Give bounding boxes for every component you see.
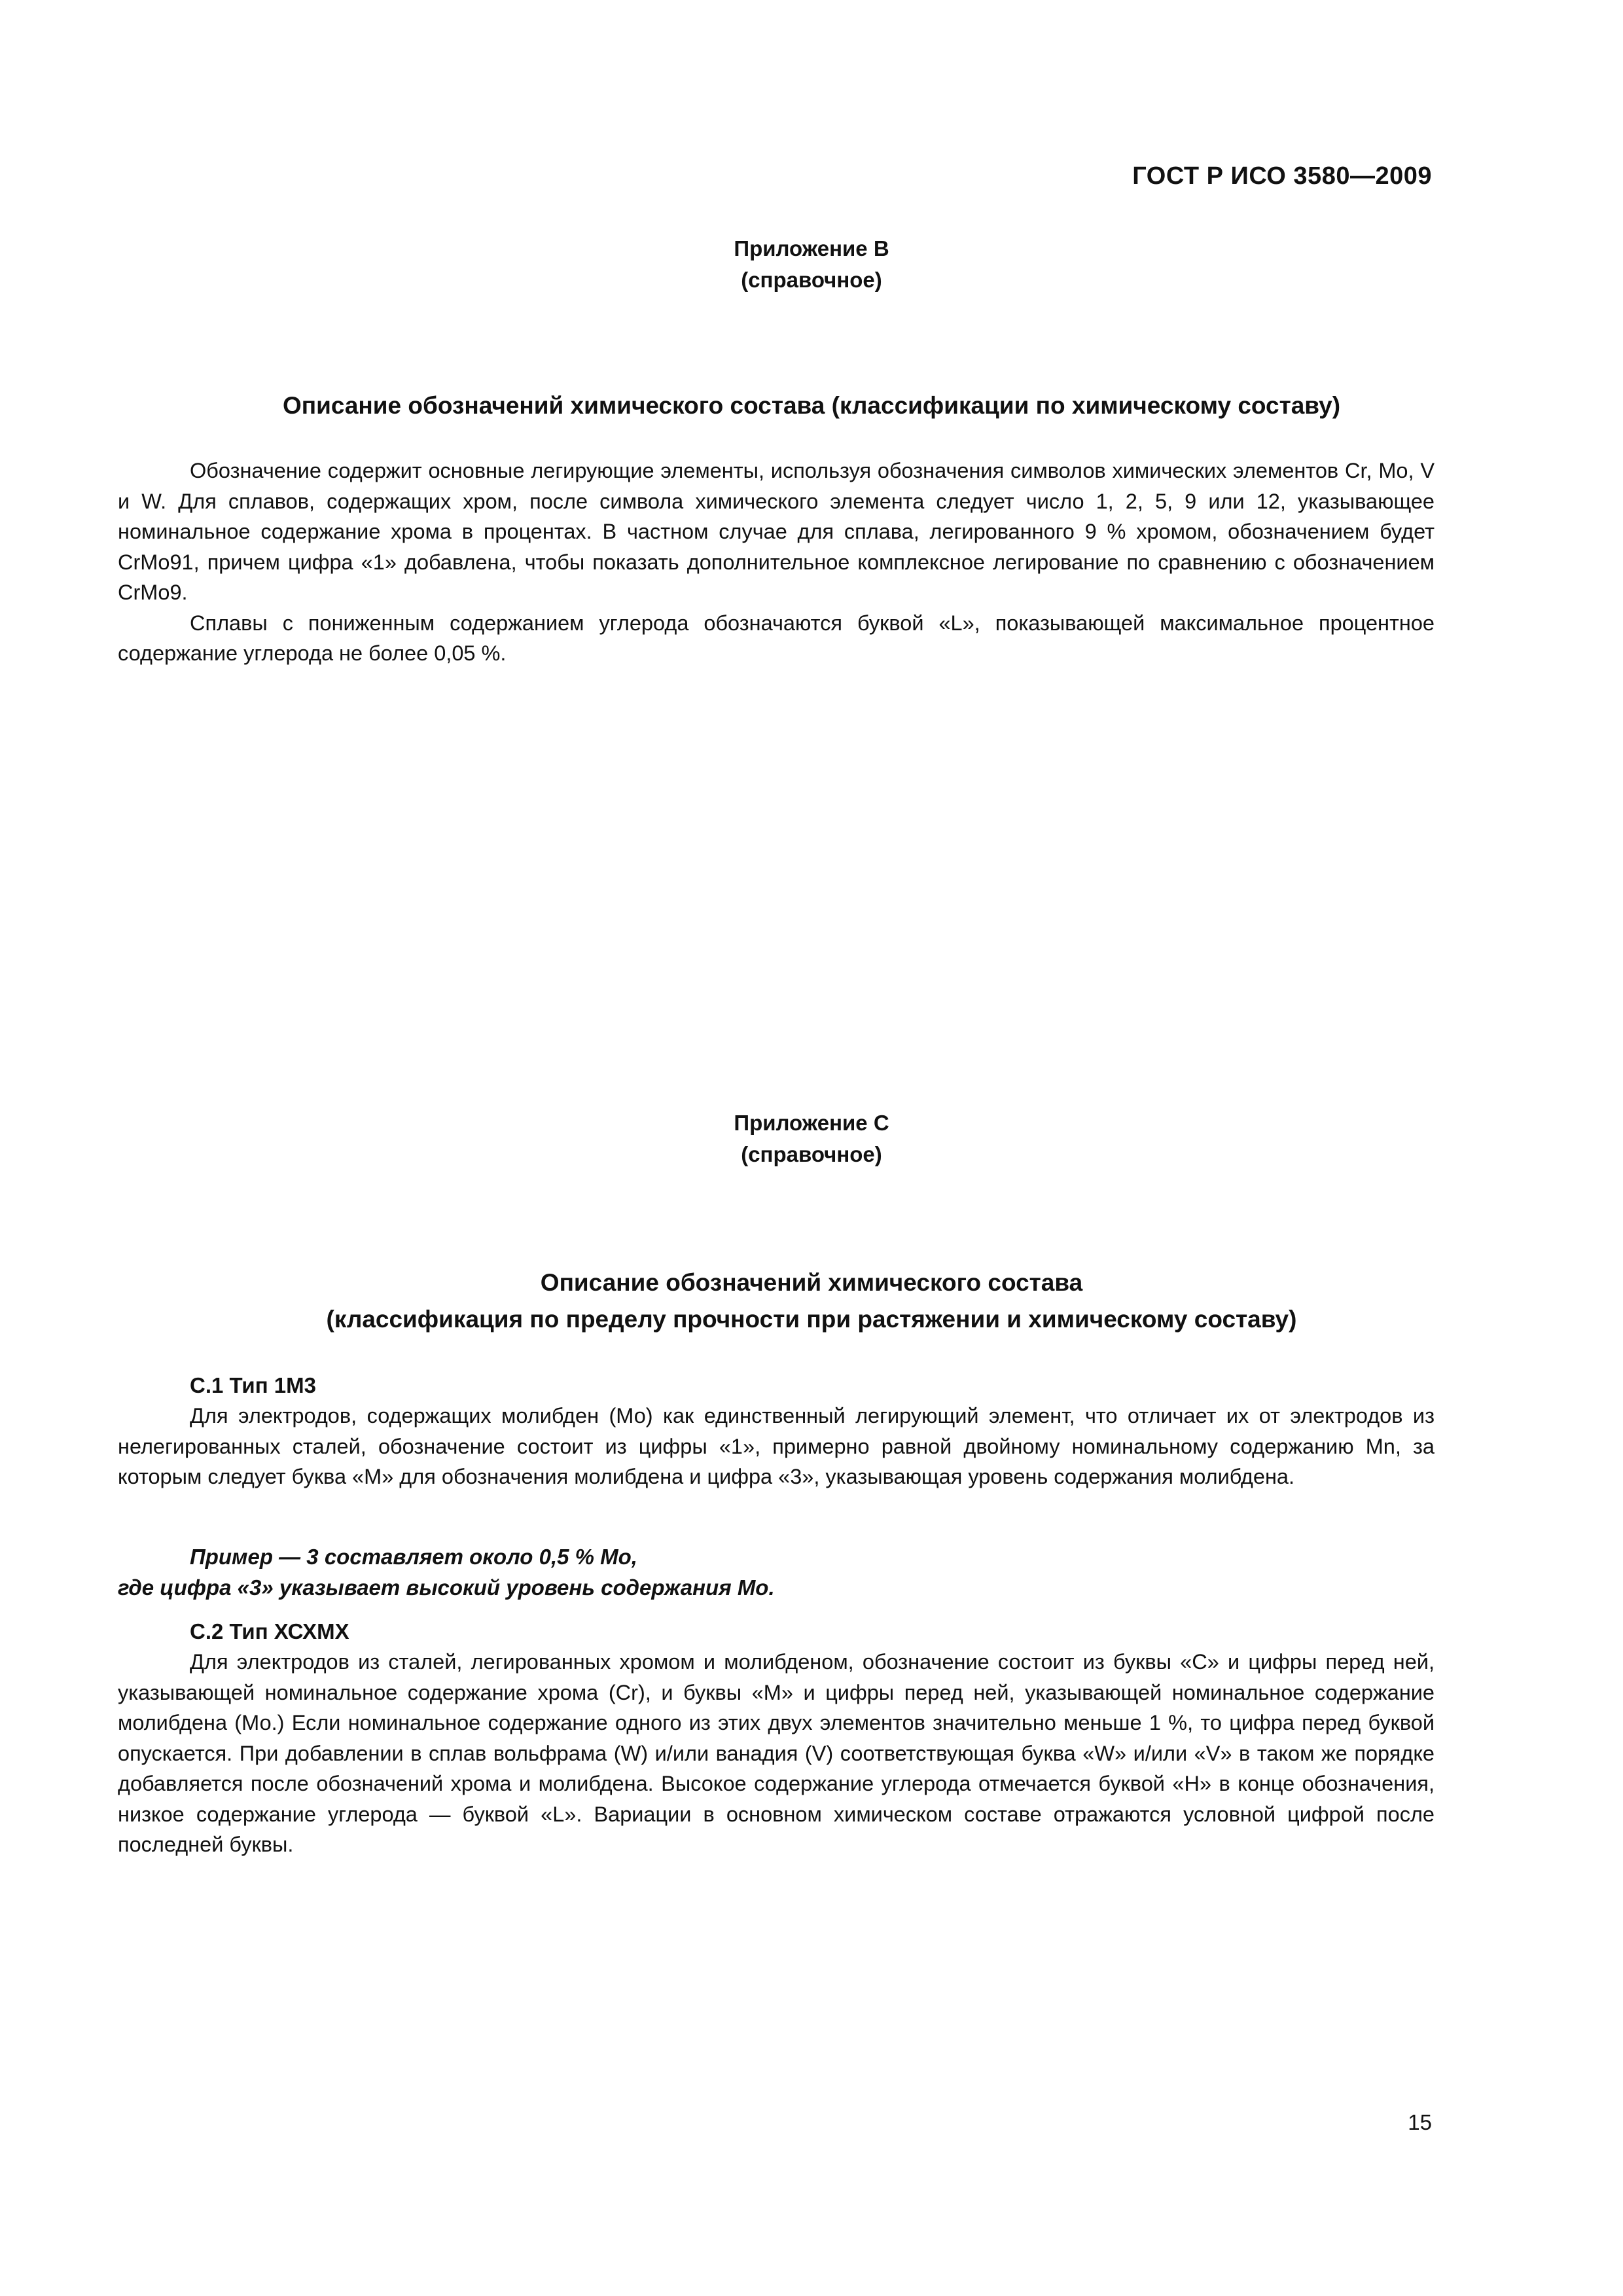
annex-c-heading: [0, 1265, 1623, 1338]
annex-c-title: [0, 1107, 1623, 1170]
annex-b-label: Приложение В: [734, 236, 889, 260]
annex-b-paragraph: Сплавы с пониженным содержанием углерода обозначаются буквой «L», показывающей максимальное процентное содержание углерода не более 0,05 %.: [118, 611, 1435, 665]
section-c1-body: [118, 1401, 1435, 1492]
annex-b-body: [118, 456, 1435, 669]
section-c1-text: Для электродов, содержащих молибден (Мо) как единственный легирующий элемент, что отличает их от электродов из нелегированных сталей, обозначение состоит из цифры «1», примерно равной двойному номинальному содержанию Mn, за которым следует буква «М» для обозначения молибдена и цифра «3», указывающая уровень содержания молибдена.: [118, 1404, 1435, 1488]
standard-id: ГОСТ Р ИСО 3580—2009: [1132, 162, 1432, 190]
annex-b-paragraph: Обозначение содержит основные легирующие элементы, используя обозначения символов химических элементов Cr, Mo, V и W. Для сплавов, содержащих хром, после символа химического элемента следует число 1, 2, 5, 9 или 12, указывающее номинальное содержание хрома в процентах. В частном случае для сплава, легированного 9 % хромом, обозначением будет CrMo91, причем цифра «1» добавлена, чтобы показать дополнительное комплексное легирование по сравнению с обозначением CrMo9.: [118, 459, 1435, 604]
annex-c-heading-line2: (классификация по пределу прочности при растяжении и химическому составу): [326, 1306, 1297, 1333]
annex-c-label: Приложение С: [734, 1111, 889, 1135]
section-c2-title: С.2 Тип ХСХМХ: [190, 1619, 349, 1643]
section-c2-body: [118, 1647, 1435, 1860]
example-line2: где цифра «3» указывает высокий уровень содержания Мо.: [118, 1575, 775, 1600]
section-c2-text: Для электродов из сталей, легированных хромом и молибденом, обозначение состоит из буквы «С» и цифры перед ней, указывающей номинальное содержание хрома (Cr), и буквы «М» и цифры перед ней, указывающей номинальное содержание молибдена (Мо.) Если номинальное содержание одного из этих двух элементов значительно меньше 1 %, то цифра перед буквой опускается. При добавлении в сплав вольфрама (W) и/или ванадия (V) соответствующая буква «W» и/или «V» в таком же порядке добавляется после обозначений хрома и молибдена. Высокое содержание углерода отмечается буквой «Н» в конце обозначения, низкое содержание углерода — буквой «L». Вариации в основном химическом составе отражаются условной цифрой после последней буквы.: [118, 1650, 1435, 1856]
annex-b-title: [0, 233, 1623, 296]
page-number: 15: [1408, 2110, 1432, 2134]
section-c1-title: С.1 Тип 1М3: [190, 1373, 317, 1397]
annex-c-note: (справочное): [741, 1142, 882, 1166]
annex-b-heading: Описание обозначений химического состава (классификации по химическому составу): [282, 392, 1341, 419]
annex-c-heading-line1: Описание обозначений химического состава: [540, 1269, 1083, 1296]
example-line1: Пример — 3 составляет около 0,5 % Мо,: [190, 1545, 637, 1569]
annex-b-note: (справочное): [741, 268, 882, 292]
example-note: [118, 1542, 1435, 1603]
